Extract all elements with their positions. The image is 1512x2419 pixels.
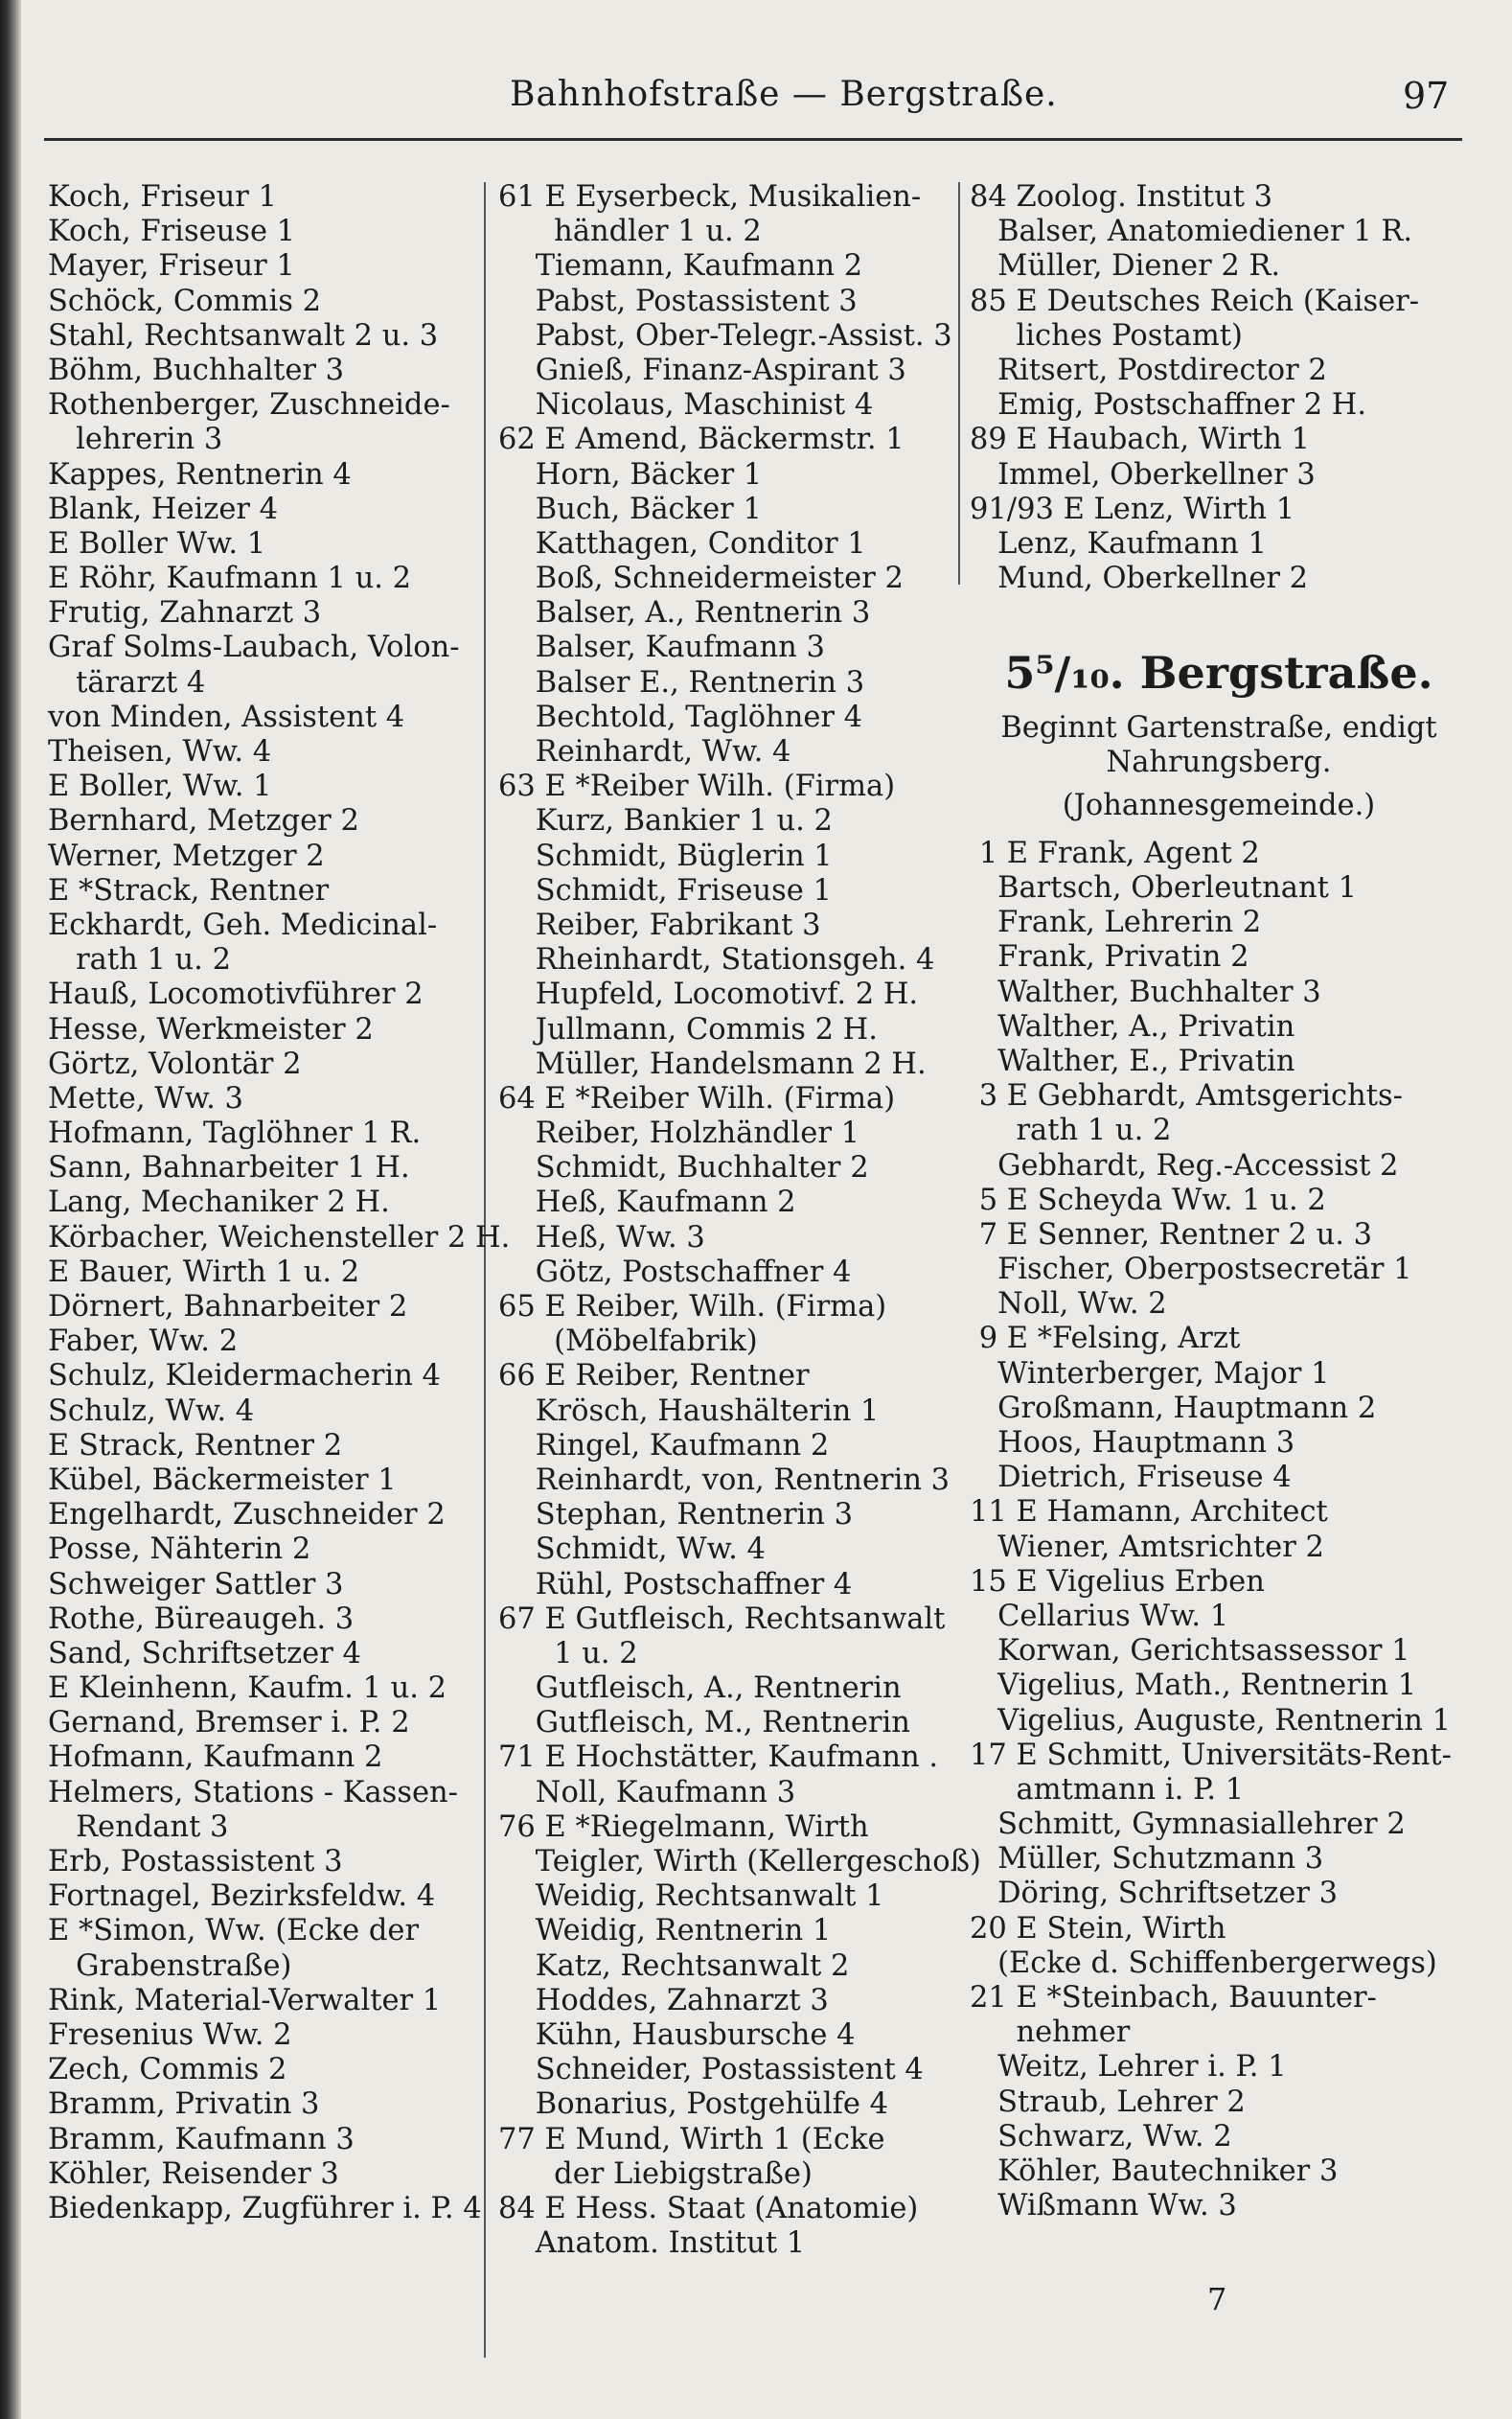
directory-entry: (Möbelfabrik) (498, 1325, 758, 1359)
directory-entry: Sann, Bahnarbeiter 1 H. (48, 1151, 410, 1186)
directory-entry: Schmidt, Büglerin 1 (498, 839, 833, 873)
directory-entry: 64 E *Reiber Wilh. (Firma) (498, 1081, 896, 1116)
directory-entry: Hoos, Hauptmann 3 (970, 1426, 1295, 1460)
directory-entry: Schweiger Sattler 3 (48, 1567, 344, 1601)
directory-entry: 91/93 E Lenz, Wirth 1 (970, 492, 1295, 526)
directory-entry: Grabenstraße) (48, 1948, 292, 1983)
directory-entry: Mette, Ww. 3 (48, 1081, 243, 1116)
directory-entry: rath 1 u. 2 (48, 943, 231, 978)
section-begins: Beginnt Gartenstraße, endigt (1000, 711, 1437, 746)
directory-entry: Rothenberger, Zuschneide- (48, 388, 450, 423)
directory-entry: Walther, A., Privatin (970, 1009, 1295, 1044)
directory-entry: 11 E Hamann, Architect (970, 1495, 1328, 1530)
directory-entry: Frank, Privatin 2 (970, 940, 1249, 975)
directory-entry: Rink, Material-Verwalter 1 (48, 1983, 442, 2017)
directory-entry: Vigelius, Math., Rentnerin 1 (970, 1669, 1417, 1703)
directory-entry: Wiener, Amtsrichter 2 (970, 1530, 1324, 1564)
directory-entry: Anatom. Institut 1 (498, 2226, 806, 2261)
page-header (21, 75, 1458, 132)
directory-entry: 62 E Amend, Bäckermstr. 1 (498, 423, 905, 457)
directory-entry: Helmers, Stations - Kassen- (48, 1775, 458, 1809)
directory-entry: Katthagen, Conditor 1 (498, 526, 866, 561)
directory-entry: Bonarius, Postgehülfe 4 (498, 2087, 889, 2122)
directory-entry: Erb, Postassistent 3 (48, 1845, 343, 1878)
directory-entry: 84 E Hess. Staat (Anatomie) (498, 2191, 919, 2225)
directory-entry: Frank, Lehrerin 2 (970, 906, 1262, 940)
directory-entry: Schulz, Kleidermacherin 4 (48, 1359, 441, 1394)
directory-entry: Kübel, Bäckermeister 1 (48, 1463, 397, 1497)
directory-entry: Tiemann, Kaufmann 2 (498, 249, 863, 284)
directory-entry: 1 u. 2 (498, 1636, 638, 1670)
directory-entry: Müller, Schutzmann 3 (970, 1842, 1324, 1877)
directory-entry: Heß, Kaufmann 2 (498, 1186, 796, 1220)
directory-entry: Cellarius Ww. 1 (970, 1599, 1229, 1633)
directory-entry: Ritsert, Postdirector 2 (970, 353, 1327, 387)
directory-entry: Krösch, Haushälterin 1 (498, 1394, 880, 1428)
directory-entry: Kühn, Hausbursche 4 (498, 2017, 856, 2052)
directory-entry: Dörnert, Bahnarbeiter 2 (48, 1290, 408, 1324)
directory-entry: Balser, A., Rentnerin 3 (498, 596, 871, 631)
directory-entry: Mund, Oberkellner 2 (970, 562, 1309, 596)
directory-entry: Engelhardt, Zuschneider 2 (48, 1498, 446, 1532)
directory-entry: Balser, Kaufmann 3 (498, 631, 825, 665)
directory-entry: Boß, Schneidermeister 2 (498, 562, 904, 596)
directory-entry: Kappes, Rentnerin 4 (48, 457, 352, 492)
directory-entry: Gutfleisch, M., Rentnerin (498, 1706, 910, 1740)
column-right-entries-bottom (970, 837, 1468, 2224)
directory-entry: Rendant 3 (48, 1809, 229, 1844)
directory-entry: der Liebigstraße) (498, 2156, 813, 2191)
directory-entry: 67 E Gutfleisch, Rechtsanwalt (498, 1601, 946, 1636)
directory-entry: Zech, Commis 2 (48, 2053, 287, 2087)
directory-entry: Rothe, Büreaugeh. 3 (48, 1601, 355, 1636)
directory-entry: Reinhardt, von, Rentnerin 3 (498, 1463, 951, 1497)
directory-entry: Gebhardt, Reg.-Accessist 2 (970, 1148, 1399, 1183)
directory-entry: Schmidt, Buchhalter 2 (498, 1151, 869, 1186)
directory-entry: Schulz, Ww. 4 (48, 1394, 255, 1428)
directory-entry: Immel, Oberkellner 3 (970, 457, 1316, 492)
directory-entry: rath 1 u. 2 (970, 1114, 1172, 1148)
directory-entry: E Strack, Rentner 2 (48, 1428, 343, 1463)
directory-entry: 7 E Senner, Rentner 2 u. 3 (970, 1217, 1373, 1252)
directory-entry: Hauß, Locomotivführer 2 (48, 978, 424, 1012)
directory-entry: Reiber, Fabrikant 3 (498, 908, 821, 942)
directory-entry: Weidig, Rechtsanwalt 1 (498, 1879, 884, 1914)
directory-entry: Buch, Bäcker 1 (498, 492, 762, 526)
directory-entry: 85 E Deutsches Reich (Kaiser- (970, 284, 1420, 318)
directory-entry: Bramm, Privatin 3 (48, 2087, 320, 2122)
directory-entry: Hupfeld, Locomotivf. 2 H. (498, 978, 919, 1012)
directory-entry: Kurz, Bankier 1 u. 2 (498, 804, 833, 839)
page-number: 97 (1403, 75, 1450, 117)
directory-entry: Reiber, Holzhändler 1 (498, 1117, 860, 1151)
directory-entry: Sand, Schriftsetzer 4 (48, 1636, 361, 1670)
directory-entry: Lang, Mechaniker 2 H. (48, 1186, 390, 1220)
signature-mark: 7 (1207, 2281, 1227, 2317)
section-ends: Nahrungsberg. (1106, 746, 1332, 780)
directory-entry: 5 E Scheyda Ww. 1 u. 2 (970, 1183, 1326, 1217)
directory-entry: Bechtold, Taglöhner 4 (498, 700, 863, 734)
directory-entry: Teigler, Wirth (Kellergeschoß) (498, 1845, 981, 1878)
directory-entry: 20 E Stein, Wirth (970, 1911, 1226, 1946)
directory-entry: E *Strack, Rentner (48, 873, 330, 908)
directory-entry: 71 E Hochstätter, Kaufmann . (498, 1740, 939, 1775)
directory-entry: Hofmann, Kaufmann 2 (48, 1740, 383, 1775)
directory-entry: Schneider, Postassistent 4 (498, 2053, 924, 2087)
directory-entry: Hoddes, Zahnarzt 3 (498, 1983, 829, 2017)
directory-entry: Müller, Handelsmann 2 H. (498, 1047, 927, 1081)
directory-entry: Koch, Friseur 1 (48, 180, 277, 214)
directory-entry: Weitz, Lehrer i. P. 1 (970, 2050, 1287, 2085)
directory-entry: Pabst, Postassistent 3 (498, 284, 858, 318)
directory-entry: Winterberger, Major 1 (970, 1356, 1330, 1391)
directory-entry: 21 E *Steinbach, Bauunter- (970, 1981, 1377, 2015)
header-rule (44, 138, 1462, 141)
directory-entry: Bernhard, Metzger 2 (48, 804, 359, 839)
directory-entry: Werner, Metzger 2 (48, 839, 325, 873)
directory-entry: Katz, Rechtsanwalt 2 (498, 1948, 850, 1983)
directory-entry: Körbacher, Weichensteller 2 H. (48, 1220, 511, 1255)
directory-entry: Lenz, Kaufmann 1 (970, 526, 1267, 561)
directory-entry: Schmitt, Gymnasiallehrer 2 (970, 1808, 1406, 1842)
column-right (970, 180, 1468, 2223)
book-binding-edge (0, 0, 21, 2419)
directory-entry: Pabst, Ober-Telegr.-Assist. 3 (498, 318, 952, 353)
directory-entry: E Kleinhenn, Kaufm. 1 u. 2 (48, 1671, 447, 1706)
directory-entry: Vigelius, Auguste, Rentnerin 1 (970, 1703, 1451, 1738)
directory-entry: Stahl, Rechtsanwalt 2 u. 3 (48, 318, 439, 353)
directory-entry: Schmidt, Ww. 4 (498, 1532, 766, 1567)
directory-entry: Köhler, Reisender 3 (48, 2156, 339, 2191)
directory-entry: Hesse, Werkmeister 2 (48, 1012, 374, 1047)
directory-page (21, 0, 1512, 2419)
directory-entry: Frutig, Zahnarzt 3 (48, 596, 322, 631)
directory-entry: händler 1 u. 2 (498, 215, 762, 249)
directory-entry: Horn, Bäcker 1 (498, 457, 763, 492)
directory-entry: Rühl, Postschaffner 4 (498, 1567, 853, 1601)
directory-entry: 9 E *Felsing, Arzt (970, 1322, 1241, 1356)
directory-entry: lehrerin 3 (48, 423, 223, 457)
directory-entry: Eckhardt, Geh. Medicinal- (48, 908, 438, 942)
directory-entry: 65 E Reiber, Wilh. (Firma) (498, 1290, 887, 1324)
directory-entry: E Boller Ww. 1 (48, 526, 266, 561)
running-title: Bahnhofstraße — Bergstraße. (510, 75, 1058, 114)
section-parish: (Johannesgemeinde.) (1062, 788, 1376, 822)
directory-entry: Jullmann, Commis 2 H. (498, 1012, 878, 1047)
directory-entry: 63 E *Reiber Wilh. (Firma) (498, 770, 896, 804)
directory-entry: Bramm, Kaufmann 3 (48, 2122, 355, 2156)
directory-entry: 76 E *Riegelmann, Wirth (498, 1809, 869, 1844)
directory-entry: Graf Solms-Laubach, Volon- (48, 631, 460, 665)
directory-entry: Hofmann, Taglöhner 1 R. (48, 1117, 422, 1151)
directory-entry: 84 Zoolog. Institut 3 (970, 180, 1273, 214)
directory-entry: Wißmann Ww. 3 (970, 2189, 1237, 2223)
directory-entry: Reinhardt, Ww. 4 (498, 735, 791, 769)
directory-entry: E Röhr, Kaufmann 1 u. 2 (48, 562, 412, 596)
directory-entry: Döring, Schriftsetzer 3 (970, 1877, 1339, 1911)
directory-entry: Theisen, Ww. 4 (48, 735, 272, 769)
directory-entry: Gutfleisch, A., Rentnerin (498, 1671, 902, 1706)
directory-entry: Ringel, Kaufmann 2 (498, 1428, 830, 1463)
directory-entry: Balser E., Rentnerin 3 (498, 665, 865, 700)
directory-entry: von Minden, Assistent 4 (48, 700, 405, 734)
directory-entry: Böhm, Buchhalter 3 (48, 353, 345, 387)
column-right-entries-top (970, 180, 1468, 596)
directory-entry: Gnieß, Finanz-Aspirant 3 (498, 353, 906, 387)
directory-entry: Walther, E., Privatin (970, 1044, 1295, 1078)
directory-entry: Köhler, Bautechniker 3 (970, 2154, 1339, 2188)
directory-entry: (Ecke d. Schiffenbergerwegs) (970, 1946, 1437, 1980)
directory-entry: 66 E Reiber, Rentner (498, 1359, 810, 1394)
directory-entry: Bartsch, Oberleutnant 1 (970, 871, 1357, 905)
directory-entry: Nicolaus, Maschinist 4 (498, 388, 874, 423)
directory-entry: Schmidt, Friseuse 1 (498, 873, 832, 908)
directory-entry: Posse, Nähterin 2 (48, 1532, 311, 1567)
directory-entry: Götz, Postschaffner 4 (498, 1255, 852, 1289)
directory-entry: nehmer (970, 2016, 1131, 2050)
directory-entry: Blank, Heizer 4 (48, 492, 279, 526)
directory-entry: Korwan, Gerichtsassessor 1 (970, 1634, 1410, 1669)
directory-entry: Mayer, Friseur 1 (48, 249, 295, 284)
directory-entry: Heß, Ww. 3 (498, 1220, 705, 1255)
directory-entry: Gernand, Bremser i. P. 2 (48, 1706, 410, 1740)
directory-entry: Noll, Kaufmann 3 (498, 1775, 796, 1809)
directory-entry: Biedenkapp, Zugführer i. P. 4 (48, 2191, 482, 2225)
directory-entry: 61 E Eyserbeck, Musikalien- (498, 180, 922, 214)
column-middle (498, 180, 981, 2261)
column-divider-2 (958, 182, 960, 585)
directory-entry: Walther, Buchhalter 3 (970, 975, 1321, 1009)
directory-entry: Müller, Diener 2 R. (970, 249, 1281, 284)
directory-entry: 15 E Vigelius Erben (970, 1564, 1265, 1599)
directory-entry: amtmann i. P. 1 (970, 1772, 1245, 1807)
directory-entry: Noll, Ww. 2 (970, 1287, 1167, 1322)
directory-entry: 89 E Haubach, Wirth 1 (970, 423, 1310, 457)
directory-entry: Rheinhardt, Stationsgeh. 4 (498, 943, 935, 978)
directory-entry: Koch, Friseuse 1 (48, 215, 296, 249)
directory-entry: Balser, Anatomiediener 1 R. (970, 215, 1413, 249)
directory-entry: E Boller, Ww. 1 (48, 770, 272, 804)
directory-entry: Großmann, Hauptmann 2 (970, 1391, 1377, 1425)
directory-entry: Faber, Ww. 2 (48, 1325, 239, 1359)
directory-entry: Görtz, Volontär 2 (48, 1047, 302, 1081)
directory-entry: Emig, Postschaffner 2 H. (970, 388, 1367, 423)
directory-entry: Schwarz, Ww. 2 (970, 2119, 1232, 2154)
directory-entry: 77 E Mund, Wirth 1 (Ecke (498, 2122, 885, 2156)
directory-entry: E *Simon, Ww. (Ecke der (48, 1914, 420, 1948)
directory-entry: tärarzt 4 (48, 665, 206, 700)
directory-entry: Dietrich, Friseuse 4 (970, 1461, 1292, 1495)
column-left (48, 180, 511, 2226)
directory-entry: 17 E Schmitt, Universitäts-Rent- (970, 1738, 1452, 1772)
section-heading: 5⁵/₁₀. Bergstraße. (1004, 647, 1433, 700)
directory-entry: Stephan, Rentnerin 3 (498, 1498, 854, 1532)
directory-entry: E Bauer, Wirth 1 u. 2 (48, 1255, 360, 1289)
directory-entry: Fischer, Oberpostsecretär 1 (970, 1253, 1412, 1287)
directory-entry: Fresenius Ww. 2 (48, 2017, 292, 2052)
directory-entry: Weidig, Rentnerin 1 (498, 1914, 832, 1948)
directory-entry: Schöck, Commis 2 (48, 284, 321, 318)
directory-entry: Straub, Lehrer 2 (970, 2085, 1246, 2119)
directory-entry: liches Postamt) (970, 318, 1243, 353)
directory-entry: 1 E Frank, Agent 2 (970, 836, 1260, 870)
directory-entry: 3 E Gebhardt, Amtsgerichts- (970, 1079, 1403, 1114)
directory-entry: Fortnagel, Bezirksfeldw. 4 (48, 1879, 436, 1914)
